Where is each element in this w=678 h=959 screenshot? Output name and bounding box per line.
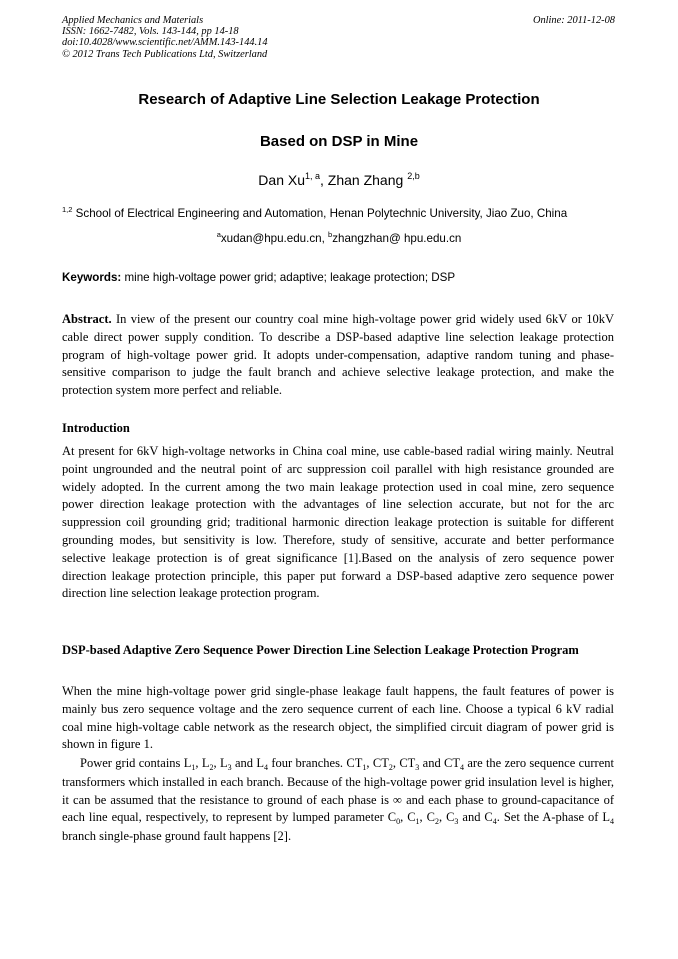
email-a: xudan@hpu.edu.cn, <box>220 232 329 245</box>
abstract-text: In view of the present our country coal mine high-voltage power grid widely used 6kV or 10kV cable direct power supply condition. To describe a DSP-based adaptive line selection leakage protection program of high-voltage power grid. It adopts under-compensation, adaptive random tuning and phase-sensitive comparison to judge the fault branch and achieve selective leakage protection, and make the protection system more perfect and reliable. <box>62 312 614 398</box>
keywords-text: mine high-voltage power grid; adaptive; leakage protection; DSP <box>121 271 456 284</box>
dsp-paragraph-1: When the mine high-voltage power grid single-phase leakage fault happens, the fault features of power is mainly bus zero sequence voltage and the zero sequence current of each line. Choose a typical 6 kV radial coal mine high-voltage cable network as the research object, the simplified circuit diagram of power grid is shown in figure 1. <box>62 684 614 752</box>
text-run: , CT <box>392 756 416 770</box>
doi-line: doi:10.4028/www.scientific.net/AMM.143-144.14 <box>62 37 268 49</box>
paper-title-line-1: Research of Adaptive Line Selection Leakage Protection <box>138 91 540 108</box>
text-run: . Set the A-phase of L <box>496 810 610 825</box>
text-run: are the zero sequence current transformers which installed in each branch. Because of the high-voltage power grid insulation level is higher, it can be assumed that the resistance to ground of each phase is ∞ and each phase to ground-capacitance of each line equal, respectively, to represent by lumped parameter C <box>62 756 614 825</box>
subscript: 3 <box>415 763 420 772</box>
author-separator: , <box>320 172 328 188</box>
online-date: Online: 2011-12-08 <box>532 15 615 26</box>
subscript: 4 <box>609 817 614 827</box>
affiliation-marker: 1,2 <box>62 205 73 214</box>
subscript: 2 <box>209 763 214 772</box>
subscript: 1 <box>415 817 420 827</box>
text-run: four branches. CT <box>268 756 363 770</box>
text-run: , C <box>419 810 435 825</box>
keywords <box>62 271 614 284</box>
issn-line: ISSN: 1662-7482, Vols. 143-144, pp 14-18 <box>62 26 239 38</box>
email-b-marker: b <box>328 230 333 239</box>
subscript: 3 <box>227 763 232 772</box>
journal-header <box>62 15 615 60</box>
text-run: , C <box>438 810 455 825</box>
affiliation <box>62 207 622 220</box>
subscript: 1 <box>191 763 196 772</box>
author-2: Zhan Zhang <box>327 172 408 188</box>
subscript: 0 <box>396 817 401 827</box>
dsp-paragraph-2 <box>62 755 614 846</box>
copyright-line: © 2012 Trans Tech Publications Ltd, Switzerland <box>62 48 268 60</box>
subscript: 3 <box>454 817 459 827</box>
email-a-marker: a <box>216 230 221 239</box>
email-b: zhangzhan@ hpu.edu.cn <box>332 232 462 245</box>
keywords-label: Keywords: <box>62 271 122 284</box>
subscript: 2 <box>388 763 393 772</box>
author-1-affiliation: 1, a <box>305 171 321 181</box>
text-run: , C <box>400 810 416 825</box>
text-run: and C <box>458 810 493 825</box>
text-run: , CT <box>366 756 389 770</box>
paper-title-line-2: Based on DSP in Mine <box>259 133 419 150</box>
text-run: , L <box>195 756 210 770</box>
introduction-paragraph: At present for 6kV high-voltage networks in China coal mine, use cable-based radial wiring mainly. Neutral point ungrounded and the neutral point of arc suppression coil parallel with high resistance grounded are widely adopted. In the current among the two main leakage protection used in coal mine, zero sequence power direction leakage protection with the advantages of line selection accurate, but not for the arc suppression coil grounding grid; traditional harmonic direction leakage protection is suitable for different grounding modes, but sensitivity is low. Therefore, study of sensitive, accurate and better performance selective leakage protection is of great significance [1].Based on the analysis of zero sequence power direction leakage protection principle, this paper put forward a DSP-based adaptive zero sequence power direction line selection leakage protection program. <box>62 444 614 601</box>
text-run: , L <box>213 756 228 770</box>
section-heading-introduction: Introduction <box>62 421 130 435</box>
section-heading-dsp-program: DSP-based Adaptive Zero Sequence Power Direction Line Selection Leakage Protection Program <box>62 643 579 657</box>
subscript: 1 <box>362 763 367 772</box>
subscript: 4 <box>460 763 465 772</box>
author-emails <box>0 232 678 245</box>
text-run: and CT <box>419 756 461 770</box>
affiliation-text: School of Electrical Engineering and Automation, Henan Polytechnic University, Jiao Zuo, China <box>72 207 568 220</box>
subscript: 2 <box>434 817 439 827</box>
text-run: branch single-phase ground fault happens [2]. <box>62 829 292 844</box>
author-2-affiliation: 2,b <box>407 171 420 181</box>
journal-name: Applied Mechanics and Materials <box>62 15 204 26</box>
author-1: Dan Xu <box>258 172 305 188</box>
author-line <box>0 172 678 188</box>
text-run: Power grid contains L <box>80 756 192 770</box>
abstract-label: Abstract. <box>62 312 112 326</box>
subscript: 4 <box>492 817 497 827</box>
subscript: 4 <box>264 763 268 772</box>
text-run: and L <box>231 756 264 770</box>
abstract <box>62 311 614 400</box>
